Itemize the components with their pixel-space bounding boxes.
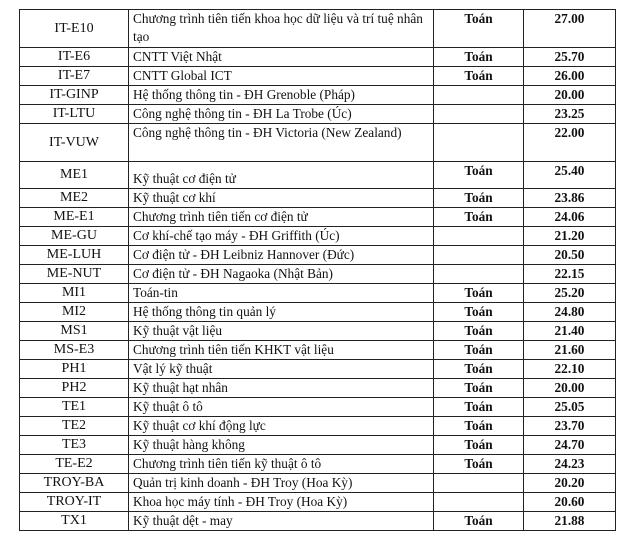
- program-code-cell: MS-E3: [20, 341, 129, 360]
- program-name-cell: Chương trình tiên tiến khoa học dữ liệu và trí tuệ nhân tạo: [129, 10, 434, 48]
- program-name-cell: Kỹ thuật cơ khí động lực: [129, 417, 434, 436]
- priority-subject-cell: Toán: [434, 417, 524, 436]
- priority-subject-cell: Toán: [434, 512, 524, 531]
- cutoff-score-cell: 23.86: [524, 189, 616, 208]
- table-row: [20, 455, 616, 474]
- program-code-cell: ME-GU: [20, 227, 129, 246]
- program-code-cell: TE3: [20, 436, 129, 455]
- table-row: [20, 246, 616, 265]
- program-name-cell: Hệ thống thông tin quản lý: [129, 303, 434, 322]
- table-row: [20, 341, 616, 360]
- program-name-cell: CNTT Việt Nhật: [129, 48, 434, 67]
- table-row: [20, 162, 616, 189]
- priority-subject-cell: Toán: [434, 341, 524, 360]
- priority-subject-cell: Toán: [434, 398, 524, 417]
- table-row: [20, 379, 616, 398]
- priority-subject-cell: Toán: [434, 284, 524, 303]
- program-code-cell: TE1: [20, 398, 129, 417]
- table-row: [20, 303, 616, 322]
- admission-scores-table: [19, 9, 616, 531]
- program-name-cell: Toán-tin: [129, 284, 434, 303]
- cutoff-score-cell: 22.15: [524, 265, 616, 284]
- table-row: [20, 86, 616, 105]
- program-code-cell: ME2: [20, 189, 129, 208]
- table-row: [20, 436, 616, 455]
- table-row: [20, 284, 616, 303]
- priority-subject-cell: [434, 227, 524, 246]
- program-code-cell: IT-E6: [20, 48, 129, 67]
- program-code-cell: ME-E1: [20, 208, 129, 227]
- program-name-cell: Vật lý kỹ thuật: [129, 360, 434, 379]
- cutoff-score-cell: 24.70: [524, 436, 616, 455]
- cutoff-score-cell: 27.00: [524, 10, 616, 48]
- priority-subject-cell: [434, 493, 524, 512]
- program-name-cell: Chương trình tiên tiến KHKT vật liệu: [129, 341, 434, 360]
- cutoff-score-cell: 20.00: [524, 379, 616, 398]
- table-row: [20, 398, 616, 417]
- cutoff-score-cell: 25.05: [524, 398, 616, 417]
- cutoff-score-cell: 23.25: [524, 105, 616, 124]
- program-code-cell: IT-VUW: [20, 124, 129, 162]
- program-code-cell: ME-NUT: [20, 265, 129, 284]
- program-code-cell: TE2: [20, 417, 129, 436]
- cutoff-score-cell: 20.00: [524, 86, 616, 105]
- table-row: [20, 48, 616, 67]
- document-page: [0, 9, 623, 531]
- priority-subject-cell: [434, 124, 524, 162]
- program-name-cell: Kỹ thuật cơ điện tử: [129, 162, 434, 189]
- program-name-cell: Khoa học máy tính - ĐH Troy (Hoa Kỳ): [129, 493, 434, 512]
- table-row: [20, 189, 616, 208]
- program-name-cell: Công nghệ thông tin - ĐH La Trobe (Úc): [129, 105, 434, 124]
- table-row: [20, 227, 616, 246]
- cutoff-score-cell: 22.10: [524, 360, 616, 379]
- program-code-cell: MI2: [20, 303, 129, 322]
- cutoff-score-cell: 26.00: [524, 67, 616, 86]
- program-code-cell: TROY-BA: [20, 474, 129, 493]
- program-code-cell: IT-E10: [20, 10, 129, 48]
- program-code-cell: IT-LTU: [20, 105, 129, 124]
- priority-subject-cell: Toán: [434, 322, 524, 341]
- program-name-cell: Kỹ thuật hạt nhân: [129, 379, 434, 398]
- program-name-cell: Kỹ thuật vật liệu: [129, 322, 434, 341]
- program-name-cell: Chương trình tiên tiến kỹ thuật ô tô: [129, 455, 434, 474]
- priority-subject-cell: Toán: [434, 67, 524, 86]
- priority-subject-cell: Toán: [434, 436, 524, 455]
- cutoff-score-cell: 25.40: [524, 162, 616, 189]
- program-code-cell: ME-LUH: [20, 246, 129, 265]
- program-name-cell: CNTT Global ICT: [129, 67, 434, 86]
- program-code-cell: TX1: [20, 512, 129, 531]
- priority-subject-cell: Toán: [434, 48, 524, 67]
- program-code-cell: MS1: [20, 322, 129, 341]
- program-code-cell: TE-E2: [20, 455, 129, 474]
- program-name-cell: Cơ khí-chế tạo máy - ĐH Griffith (Úc): [129, 227, 434, 246]
- priority-subject-cell: Toán: [434, 162, 524, 189]
- cutoff-score-cell: 21.20: [524, 227, 616, 246]
- table-row: [20, 512, 616, 531]
- table-row: [20, 124, 616, 162]
- priority-subject-cell: Toán: [434, 360, 524, 379]
- cutoff-score-cell: 23.70: [524, 417, 616, 436]
- program-name-cell: Chương trình tiên tiến cơ điện tử: [129, 208, 434, 227]
- cutoff-score-cell: 24.06: [524, 208, 616, 227]
- priority-subject-cell: [434, 86, 524, 105]
- cutoff-score-cell: 21.40: [524, 322, 616, 341]
- program-name-cell: Kỹ thuật hàng không: [129, 436, 434, 455]
- table-row: [20, 360, 616, 379]
- cutoff-score-cell: 24.23: [524, 455, 616, 474]
- cutoff-score-cell: 21.60: [524, 341, 616, 360]
- table-body: [20, 10, 616, 531]
- cutoff-score-cell: 20.60: [524, 493, 616, 512]
- cutoff-score-cell: 21.88: [524, 512, 616, 531]
- cutoff-score-cell: 22.00: [524, 124, 616, 162]
- program-name-cell: Quản trị kinh doanh - ĐH Troy (Hoa Kỳ): [129, 474, 434, 493]
- program-name-cell: Cơ điện tử - ĐH Leibniz Hannover (Đức): [129, 246, 434, 265]
- program-name-cell: Kỹ thuật cơ khí: [129, 189, 434, 208]
- program-code-cell: PH1: [20, 360, 129, 379]
- program-code-cell: PH2: [20, 379, 129, 398]
- program-name-cell: Cơ điện tử - ĐH Nagaoka (Nhật Bản): [129, 265, 434, 284]
- program-name-cell: Kỹ thuật ô tô: [129, 398, 434, 417]
- program-code-cell: ME1: [20, 162, 129, 189]
- priority-subject-cell: Toán: [434, 189, 524, 208]
- table-row: [20, 493, 616, 512]
- cutoff-score-cell: 25.70: [524, 48, 616, 67]
- table-row: [20, 10, 616, 48]
- program-code-cell: IT-E7: [20, 67, 129, 86]
- cutoff-score-cell: 20.20: [524, 474, 616, 493]
- cutoff-score-cell: 20.50: [524, 246, 616, 265]
- table-row: [20, 67, 616, 86]
- priority-subject-cell: [434, 474, 524, 493]
- priority-subject-cell: [434, 246, 524, 265]
- priority-subject-cell: Toán: [434, 379, 524, 398]
- priority-subject-cell: Toán: [434, 303, 524, 322]
- priority-subject-cell: [434, 265, 524, 284]
- program-code-cell: IT-GINP: [20, 86, 129, 105]
- priority-subject-cell: Toán: [434, 208, 524, 227]
- program-code-cell: MI1: [20, 284, 129, 303]
- program-name-cell: Kỹ thuật dệt - may: [129, 512, 434, 531]
- priority-subject-cell: [434, 105, 524, 124]
- program-code-cell: TROY-IT: [20, 493, 129, 512]
- priority-subject-cell: Toán: [434, 455, 524, 474]
- table-row: [20, 265, 616, 284]
- table-row: [20, 417, 616, 436]
- priority-subject-cell: Toán: [434, 10, 524, 48]
- program-name-cell: Hệ thống thông tin - ĐH Grenoble (Pháp): [129, 86, 434, 105]
- table-row: [20, 322, 616, 341]
- table-row: [20, 208, 616, 227]
- cutoff-score-cell: 24.80: [524, 303, 616, 322]
- table-row: [20, 105, 616, 124]
- program-name-cell: Công nghệ thông tin - ĐH Victoria (New Zealand): [129, 124, 434, 162]
- table-row: [20, 474, 616, 493]
- cutoff-score-cell: 25.20: [524, 284, 616, 303]
